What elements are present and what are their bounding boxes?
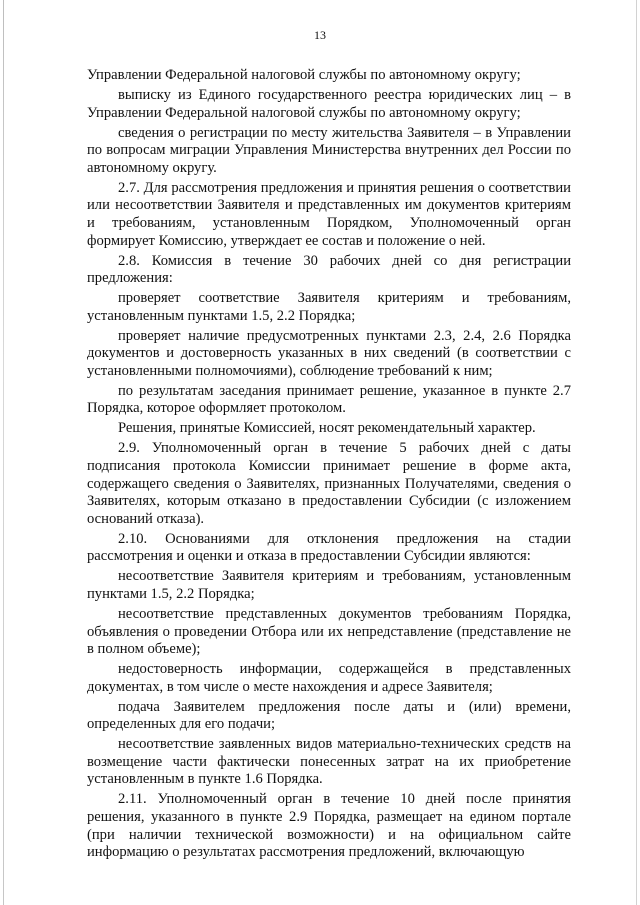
body-text [87,67,571,864]
paragraph-continuation: Управлении Федеральной налоговой службы по автономному округу; [87,67,521,83]
paragraph-2-10-ground-documents: несоответствие представленных документов требованиям Порядка, объявления о проведении Отбора или их непредставление (представление не в полном объеме); [87,605,571,658]
paragraph-egrul-extract: выписку из Единого государственного реестра юридических лиц – в Управлении Федеральной налоговой службы по автономному округу; [87,86,571,121]
paragraph-2-10-ground-unreliable: недостоверность информации, содержащейся в представленных документах, в том числе о месте нахождения и адресе Заявителя; [87,661,571,695]
paragraph-2-9: 2.9. Уполномоченный орган в течение 5 рабочих дней с даты подписания протокола Комиссии принимает решение в форме акта, содержащего сведения о Заявителях, признанных Получателями, сведения о Заявителях, которым отказано в предоставлении Субсидии (с изложением оснований отказа). [87,440,571,527]
paragraph-2-8-decision: по результатам заседания принимает решение, указанное в пункте 2.7 Порядка, которое оформляет протоколом. [87,382,571,417]
paragraph-registration-info: сведения о регистрации по месту жительства Заявителя – в Управлении по вопросам миграции Управления Министерства внутренних дел России по автономному округу. [87,124,571,176]
paragraph-2-10-ground-late: подача Заявителем предложения после даты и (или) времени, определенных для его подачи; [87,698,571,733]
page-number: 13 [314,28,326,42]
scan-edge-right [636,0,637,905]
paragraph-2-10-ground-equipment: несоответствие заявленных видов материально-технических средств на возмещение части фактически понесенных затрат на их приобретение установленным в пункте 1.6 Порядка. [87,736,571,788]
scan-edge-left [3,0,4,905]
paragraph-2-8-check-criteria: проверяет соответствие Заявителя критериям и требованиям, установленным пунктами 1.5, 2.2 Порядка; [87,290,571,324]
paragraph-2-10: 2.10. Основаниями для отклонения предложения на стадии рассмотрения и оценки и отказа в предоставлении Субсидии являются: [87,530,571,565]
paragraph-2-10-ground-criteria: несоответствие Заявителя критериям и требованиям, установленным пунктами 1.5, 2.2 Порядка; [87,568,571,602]
paragraph-2-8: 2.8. Комиссия в течение 30 рабочих дней со дня регистрации предложения: [87,252,571,287]
paragraph-2-7: 2.7. Для рассмотрения предложения и принятия решения о соответствии или несоответствии Заявителя и представленных им документов критериям и требованиям, установленным Порядком, Уполномоченный орган формирует Комиссию, утверждает ее состав и положение о ней. [87,179,571,249]
paragraph-2-8-advisory: Решения, принятые Комиссией, носят рекомендательный характер. [118,420,536,437]
paragraph-2-8-check-documents: проверяет наличие предусмотренных пунктами 2.3, 2.4, 2.6 Порядка документов и достоверность указанных в них сведений (в соответствии с установленными полномочиями), соблюдение требований к ним; [87,327,571,379]
paragraph-2-11: 2.11. Уполномоченный орган в течение 10 дней после принятия решения, указанного в пункте 2.9 Порядка, размещает на едином портале (при наличии технической возможности) и на официальном сайте информацию о результатах рассмотрения предложений, включающую [87,791,571,861]
